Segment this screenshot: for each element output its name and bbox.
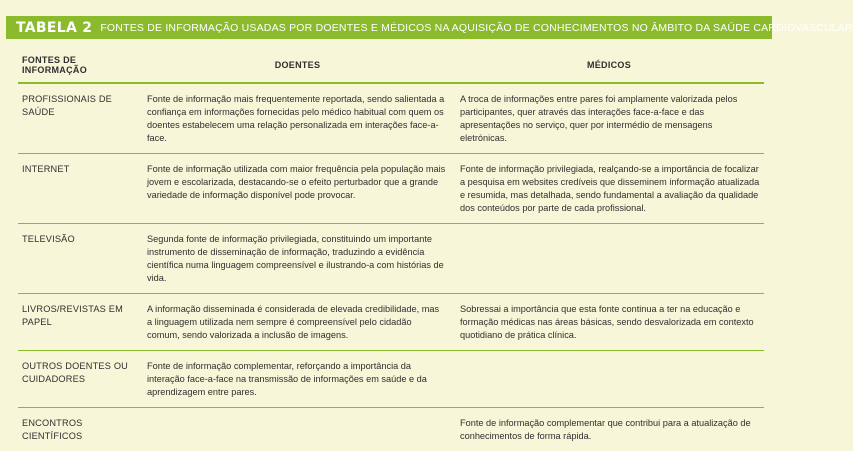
table-row <box>18 408 764 451</box>
table-row <box>18 294 764 351</box>
information-sources-table <box>18 44 764 451</box>
patients-cell: Fonte de informação complementar, reforçando a importância da interação face-a-face na transmissão de informações em saúde e da aprendizagem entre pares. <box>141 351 454 408</box>
doctors-cell <box>454 351 764 408</box>
patients-cell: Fonte de informação mais frequentemente reportada, sendo salientada a confiança em informações fornecidas pelo médico habitual com quem os doentes estabelecem uma relação personalizada em interações face-a-face. <box>141 83 454 154</box>
source-cell: PROFISSIONAIS DE SAÚDE <box>18 83 141 154</box>
table-header-row <box>18 44 764 83</box>
doctors-cell: Fonte de informação privilegiada, realçando-se a importância de focalizar a pesquisa em websites credíveis que disseminem informação atualizada e resumida, mas detalhada, sendo fundamental a avaliação da qualidade dos conteúdos por parte de cada profissional. <box>454 154 764 224</box>
patients-cell: Segunda fonte de informação privilegiada, constituindo um importante instrumento de disseminação de informação, traduzindo a evidência científica numa linguagem compreensível e ilustrando-a com histórias de vida. <box>141 224 454 294</box>
doctors-cell: Fonte de informação complementar que contribui para a atualização de conhecimentos de forma rápida. <box>454 408 764 451</box>
table-title: FONTES DE INFORMAÇÃO USADAS POR DOENTES E MÉDICOS NA AQUISIÇÃO DE CONHECIMENTOS NO ÂMBITO DA SAÚDE CARDIOVASCULAR <box>100 22 852 34</box>
table-label: TABELA 2 <box>16 20 92 36</box>
table-row <box>18 83 764 154</box>
patients-cell: Fonte de informação utilizada com maior frequência pela população mais jovem e escolarizada, destacando-se o efeito perturbador que a grande variedade de informação disponível pode provocar. <box>141 154 454 224</box>
table-row <box>18 351 764 408</box>
header-sources: FONTES DE INFORMAÇÃO <box>18 44 141 83</box>
source-cell: INTERNET <box>18 154 141 224</box>
source-cell: OUTROS DOENTES OU CUIDADORES <box>18 351 141 408</box>
header-doctors: MÉDICOS <box>454 44 764 83</box>
header-patients: DOENTES <box>141 44 454 83</box>
doctors-cell: A troca de informações entre pares foi amplamente valorizada pelos participantes, quer através das interações face-a-face e das apresentações no serviço, quer por intermédio de mensagens eletrónicas. <box>454 83 764 154</box>
source-cell: LIVROS/REVISTAS EM PAPEL <box>18 294 141 351</box>
doctors-cell <box>454 224 764 294</box>
table-title-bar <box>6 16 772 39</box>
source-cell: TELEVISÃO <box>18 224 141 294</box>
doctors-cell: Sobressai a importância que esta fonte continua a ter na educação e formação médicas nas áreas básicas, sendo desvalorizada em contexto quotidiano de prática clínica. <box>454 294 764 351</box>
patients-cell <box>141 408 454 451</box>
table-row <box>18 154 764 224</box>
patients-cell: A informação disseminada é considerada de elevada credibilidade, mas a linguagem utilizada nem sempre é compreensível pelo cidadão comum, sendo valorizada a inclusão de imagens. <box>141 294 454 351</box>
table-row <box>18 224 764 294</box>
source-cell: ENCONTROS CIENTÍFICOS <box>18 408 141 451</box>
